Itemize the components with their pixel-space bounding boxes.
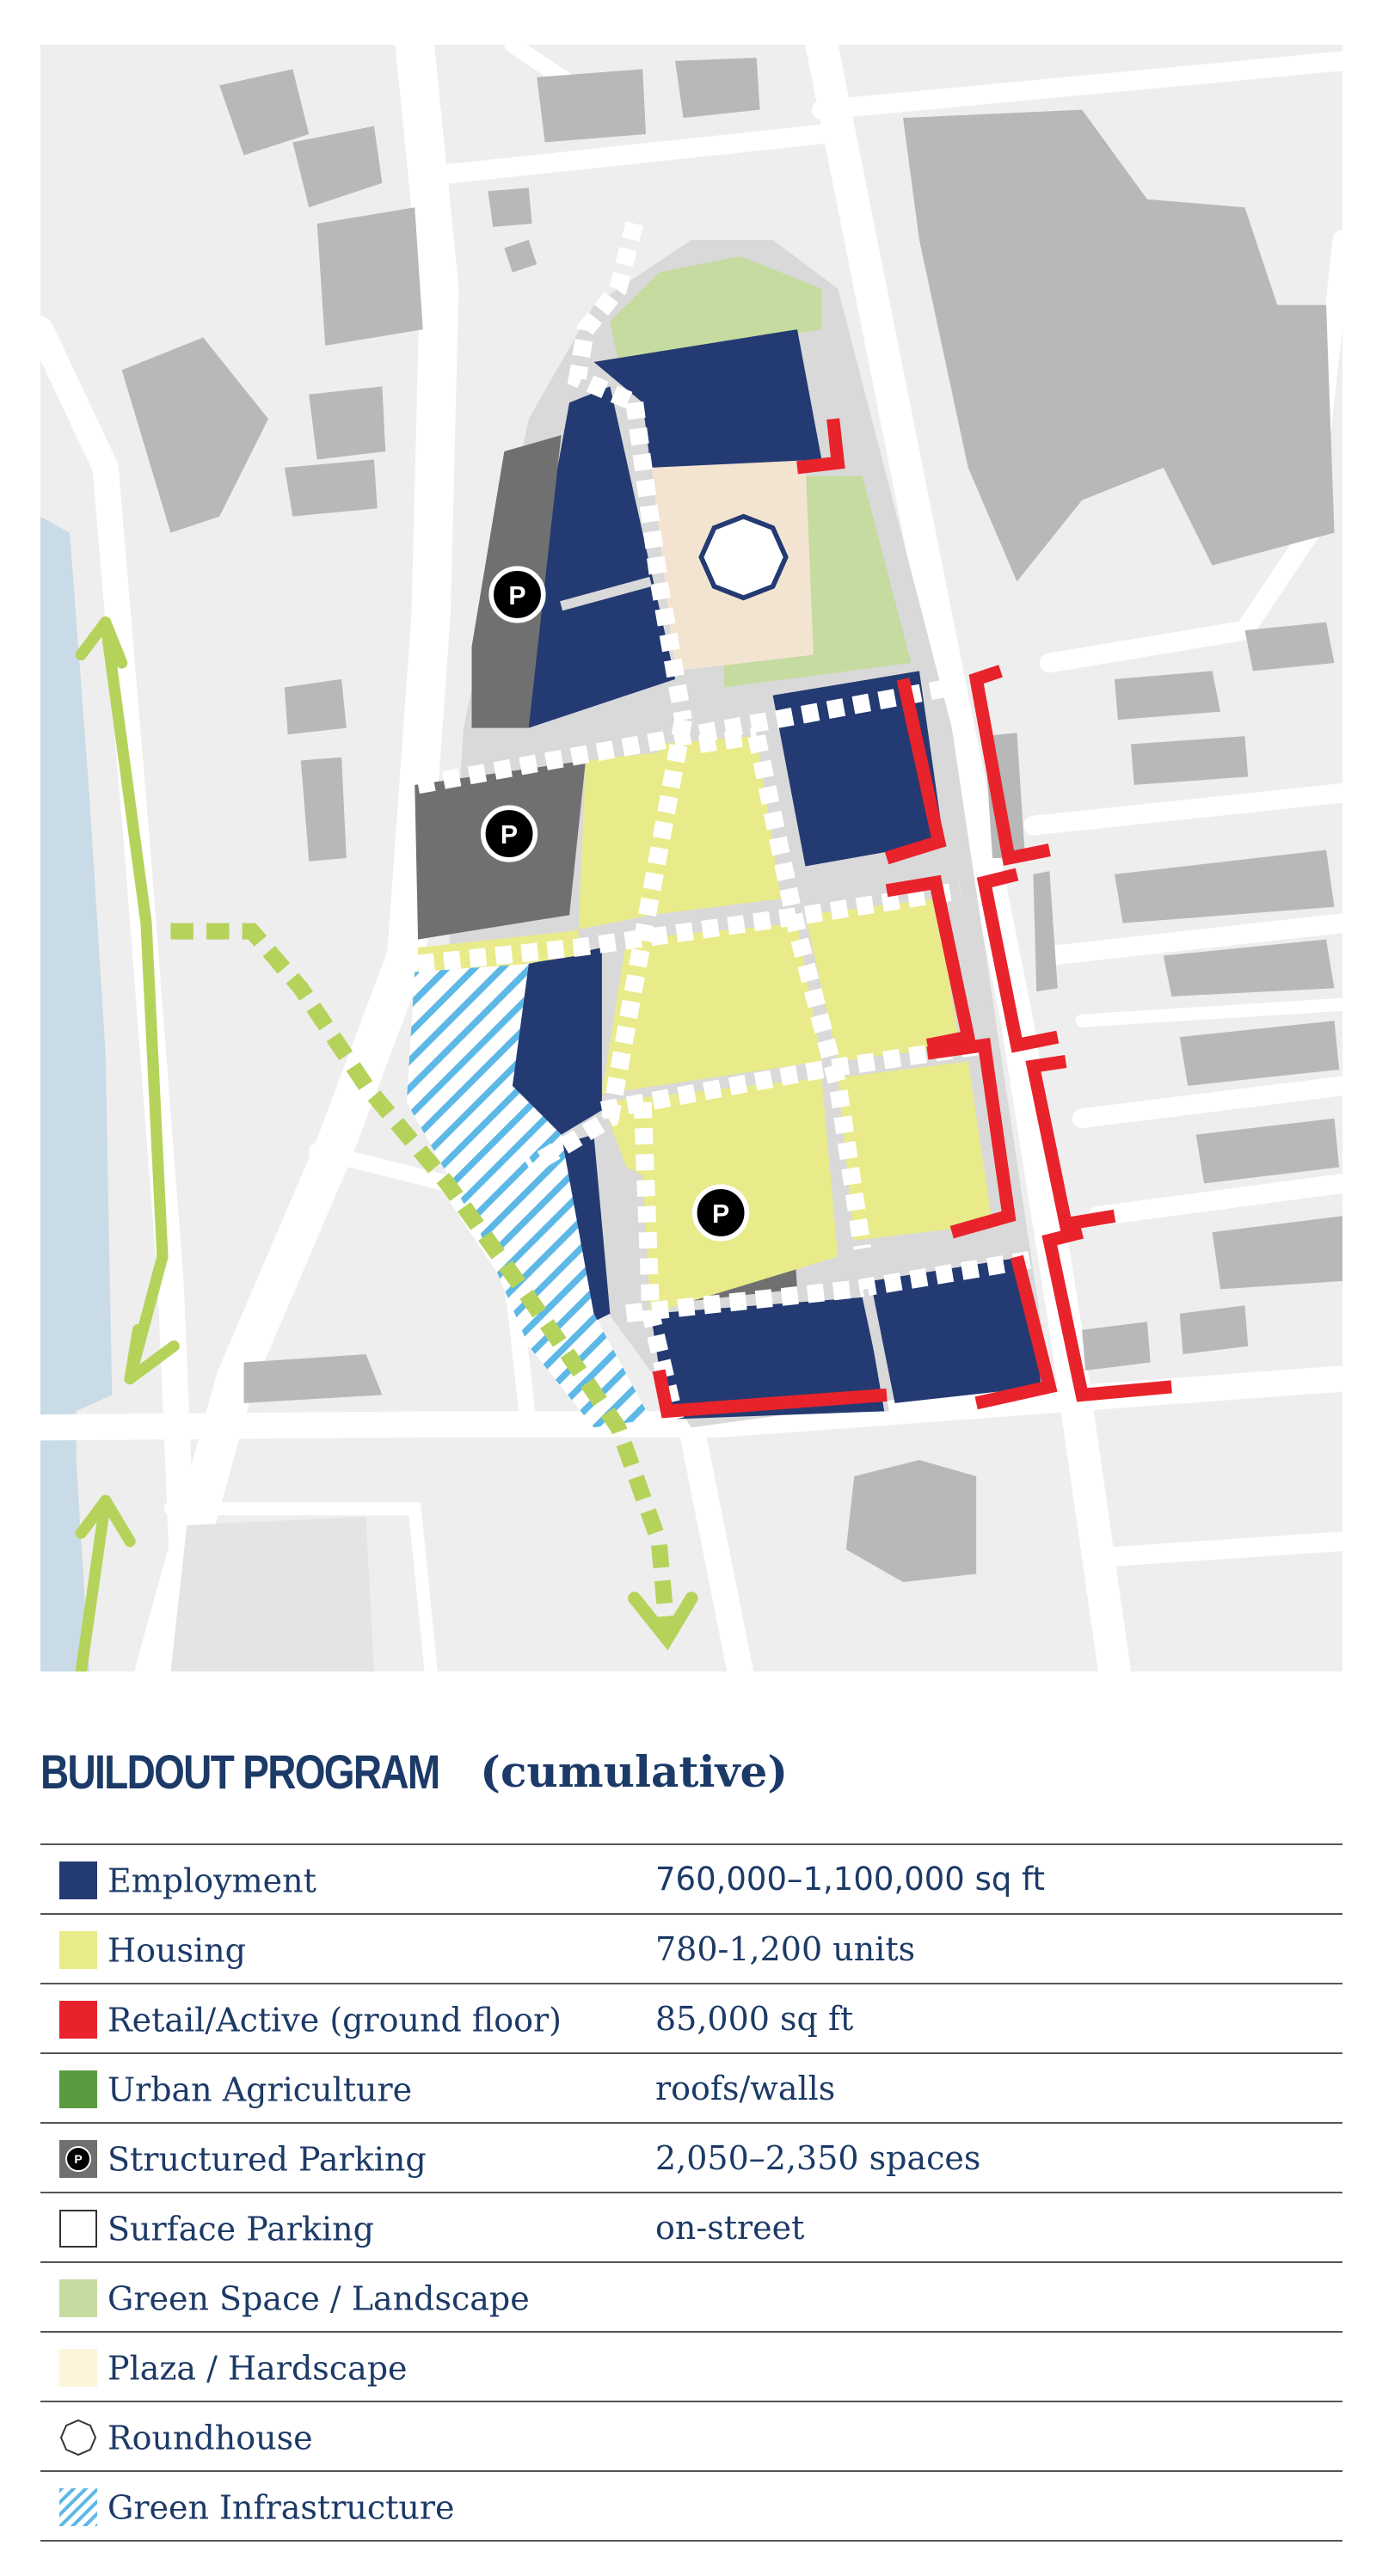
legend-item-value: 760,000–1,100,000 sq ft	[655, 1861, 1045, 1898]
parking-marker	[491, 568, 544, 621]
legend-item-label: Roundhouse	[108, 2419, 313, 2457]
legend-item-value	[655, 2471, 1342, 2541]
structured-parking-swatch-icon	[59, 2140, 97, 2178]
legend-item-label: Green Space / Landscape	[108, 2279, 530, 2318]
svg-text:P: P	[500, 820, 519, 849]
legend-row	[40, 2332, 1342, 2401]
legend-item-label: Housing	[108, 1931, 246, 1970]
legend-row	[40, 1984, 1342, 2053]
svg-text:P: P	[711, 1199, 730, 1229]
legend-item-value: roofs/walls	[655, 2069, 836, 2107]
legend-item-label: Employment	[108, 1861, 316, 1900]
legend-section	[40, 1728, 1342, 2527]
legend-item-label: Plaza / Hardscape	[108, 2349, 408, 2388]
legend-row	[40, 1844, 1342, 1914]
green-infrastructure-hatch-icon	[59, 2488, 97, 2526]
legend-item-value	[655, 2262, 1342, 2332]
legend-title-subtitle: (cumulative)	[480, 1745, 789, 1797]
legend-title	[40, 1728, 1342, 1814]
legend-item-value: 780-1,200 units	[655, 1929, 916, 1968]
employment-swatch-icon	[59, 1861, 97, 1899]
site-plan-map	[40, 45, 1342, 1671]
roundhouse-octagon-icon	[59, 2419, 97, 2456]
legend-item-label: Retail/Active (ground floor)	[108, 2001, 562, 2039]
legend-row	[40, 2401, 1342, 2471]
parking-marker	[483, 807, 536, 860]
legend-item-label: Urban Agriculture	[108, 2070, 413, 2109]
legend-item-value: on-street	[655, 2208, 805, 2247]
legend-item-value	[655, 2332, 1342, 2401]
surface-parking-swatch-icon	[59, 2210, 97, 2248]
legend-row	[40, 2193, 1342, 2262]
green-space-swatch-icon	[59, 2279, 97, 2317]
legend-title-bold: BUILDOUT PROGRAM	[40, 1744, 439, 1799]
roundhouse	[701, 517, 785, 598]
legend-item-label: Structured Parking	[108, 2140, 427, 2179]
svg-text:P: P	[508, 581, 526, 610]
legend-row	[40, 2123, 1342, 2193]
legend-item-value: 2,050–2,350 spaces	[655, 2138, 981, 2177]
legend-row	[40, 2471, 1342, 2541]
legend-table	[40, 1843, 1342, 2542]
legend-row	[40, 2053, 1342, 2123]
plaza-swatch-icon	[59, 2349, 97, 2387]
parking-marker	[695, 1187, 747, 1239]
svg-text:P: P	[74, 2152, 83, 2167]
urban-agriculture-swatch-icon	[59, 2070, 97, 2108]
legend-row	[40, 2262, 1342, 2332]
legend-item-value	[655, 2401, 1342, 2471]
legend-item-value: 85,000 sq ft	[655, 1999, 854, 2038]
retail-swatch-icon	[59, 2001, 97, 2039]
housing-swatch-icon	[59, 1931, 97, 1969]
legend-row	[40, 1914, 1342, 1984]
legend-item-label: Green Infrastructure	[108, 2488, 455, 2527]
legend-item-label: Surface Parking	[108, 2210, 374, 2248]
